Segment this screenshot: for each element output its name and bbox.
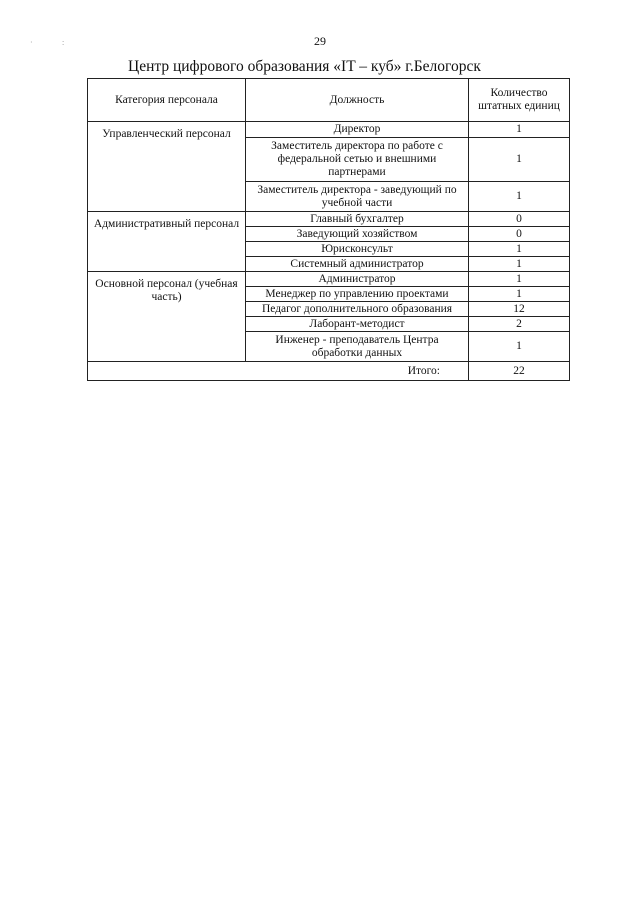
header-count: Количество штатных единиц — [469, 79, 570, 122]
total-label: Итого: — [88, 362, 469, 381]
position-cell: Педагог дополнительного образования — [246, 302, 469, 317]
count-cell: 1 — [469, 257, 570, 272]
position-cell: Заместитель директора - заведующий по учебной части — [246, 182, 469, 212]
count-cell: 1 — [469, 287, 570, 302]
table-row — [88, 122, 570, 138]
count-cell: 2 — [469, 317, 570, 332]
scan-mark: : — [62, 38, 65, 47]
position-cell: Администратор — [246, 272, 469, 287]
count-cell: 1 — [469, 332, 570, 362]
total-value: 22 — [469, 362, 570, 381]
count-cell: 1 — [469, 242, 570, 257]
position-cell: Заместитель директора по работе с федеральной сетью и внешними партнерами — [246, 138, 469, 182]
header-position: Должность — [246, 79, 469, 122]
count-cell: 0 — [469, 212, 570, 227]
staff-table — [87, 78, 570, 381]
document-title: Центр цифрового образования «IT – куб» г.Белогорск — [128, 58, 481, 75]
count-cell: 1 — [469, 122, 570, 138]
table-row — [88, 212, 570, 227]
category-cell: Административный персонал — [88, 212, 246, 272]
position-cell: Лаборант-методист — [246, 317, 469, 332]
count-cell: 1 — [469, 272, 570, 287]
category-cell: Управленческий персонал — [88, 122, 246, 212]
position-cell: Юрисконсульт — [246, 242, 469, 257]
table-row — [88, 272, 570, 287]
table-header-row — [88, 79, 570, 122]
count-cell: 0 — [469, 227, 570, 242]
count-cell: 12 — [469, 302, 570, 317]
scan-mark: · — [30, 38, 33, 47]
position-cell: Менеджер по управлению проектами — [246, 287, 469, 302]
position-cell: Инженер - преподаватель Центра обработки данных — [246, 332, 469, 362]
position-cell: Главный бухгалтер — [246, 212, 469, 227]
count-cell: 1 — [469, 138, 570, 182]
category-cell: Основной персонал (учебная часть) — [88, 272, 246, 362]
position-cell: Директор — [246, 122, 469, 138]
header-category: Категория персонала — [88, 79, 246, 122]
position-cell: Заведующий хозяйством — [246, 227, 469, 242]
total-row — [88, 362, 570, 381]
page-number: 29 — [314, 34, 326, 48]
position-cell: Системный администратор — [246, 257, 469, 272]
count-cell: 1 — [469, 182, 570, 212]
